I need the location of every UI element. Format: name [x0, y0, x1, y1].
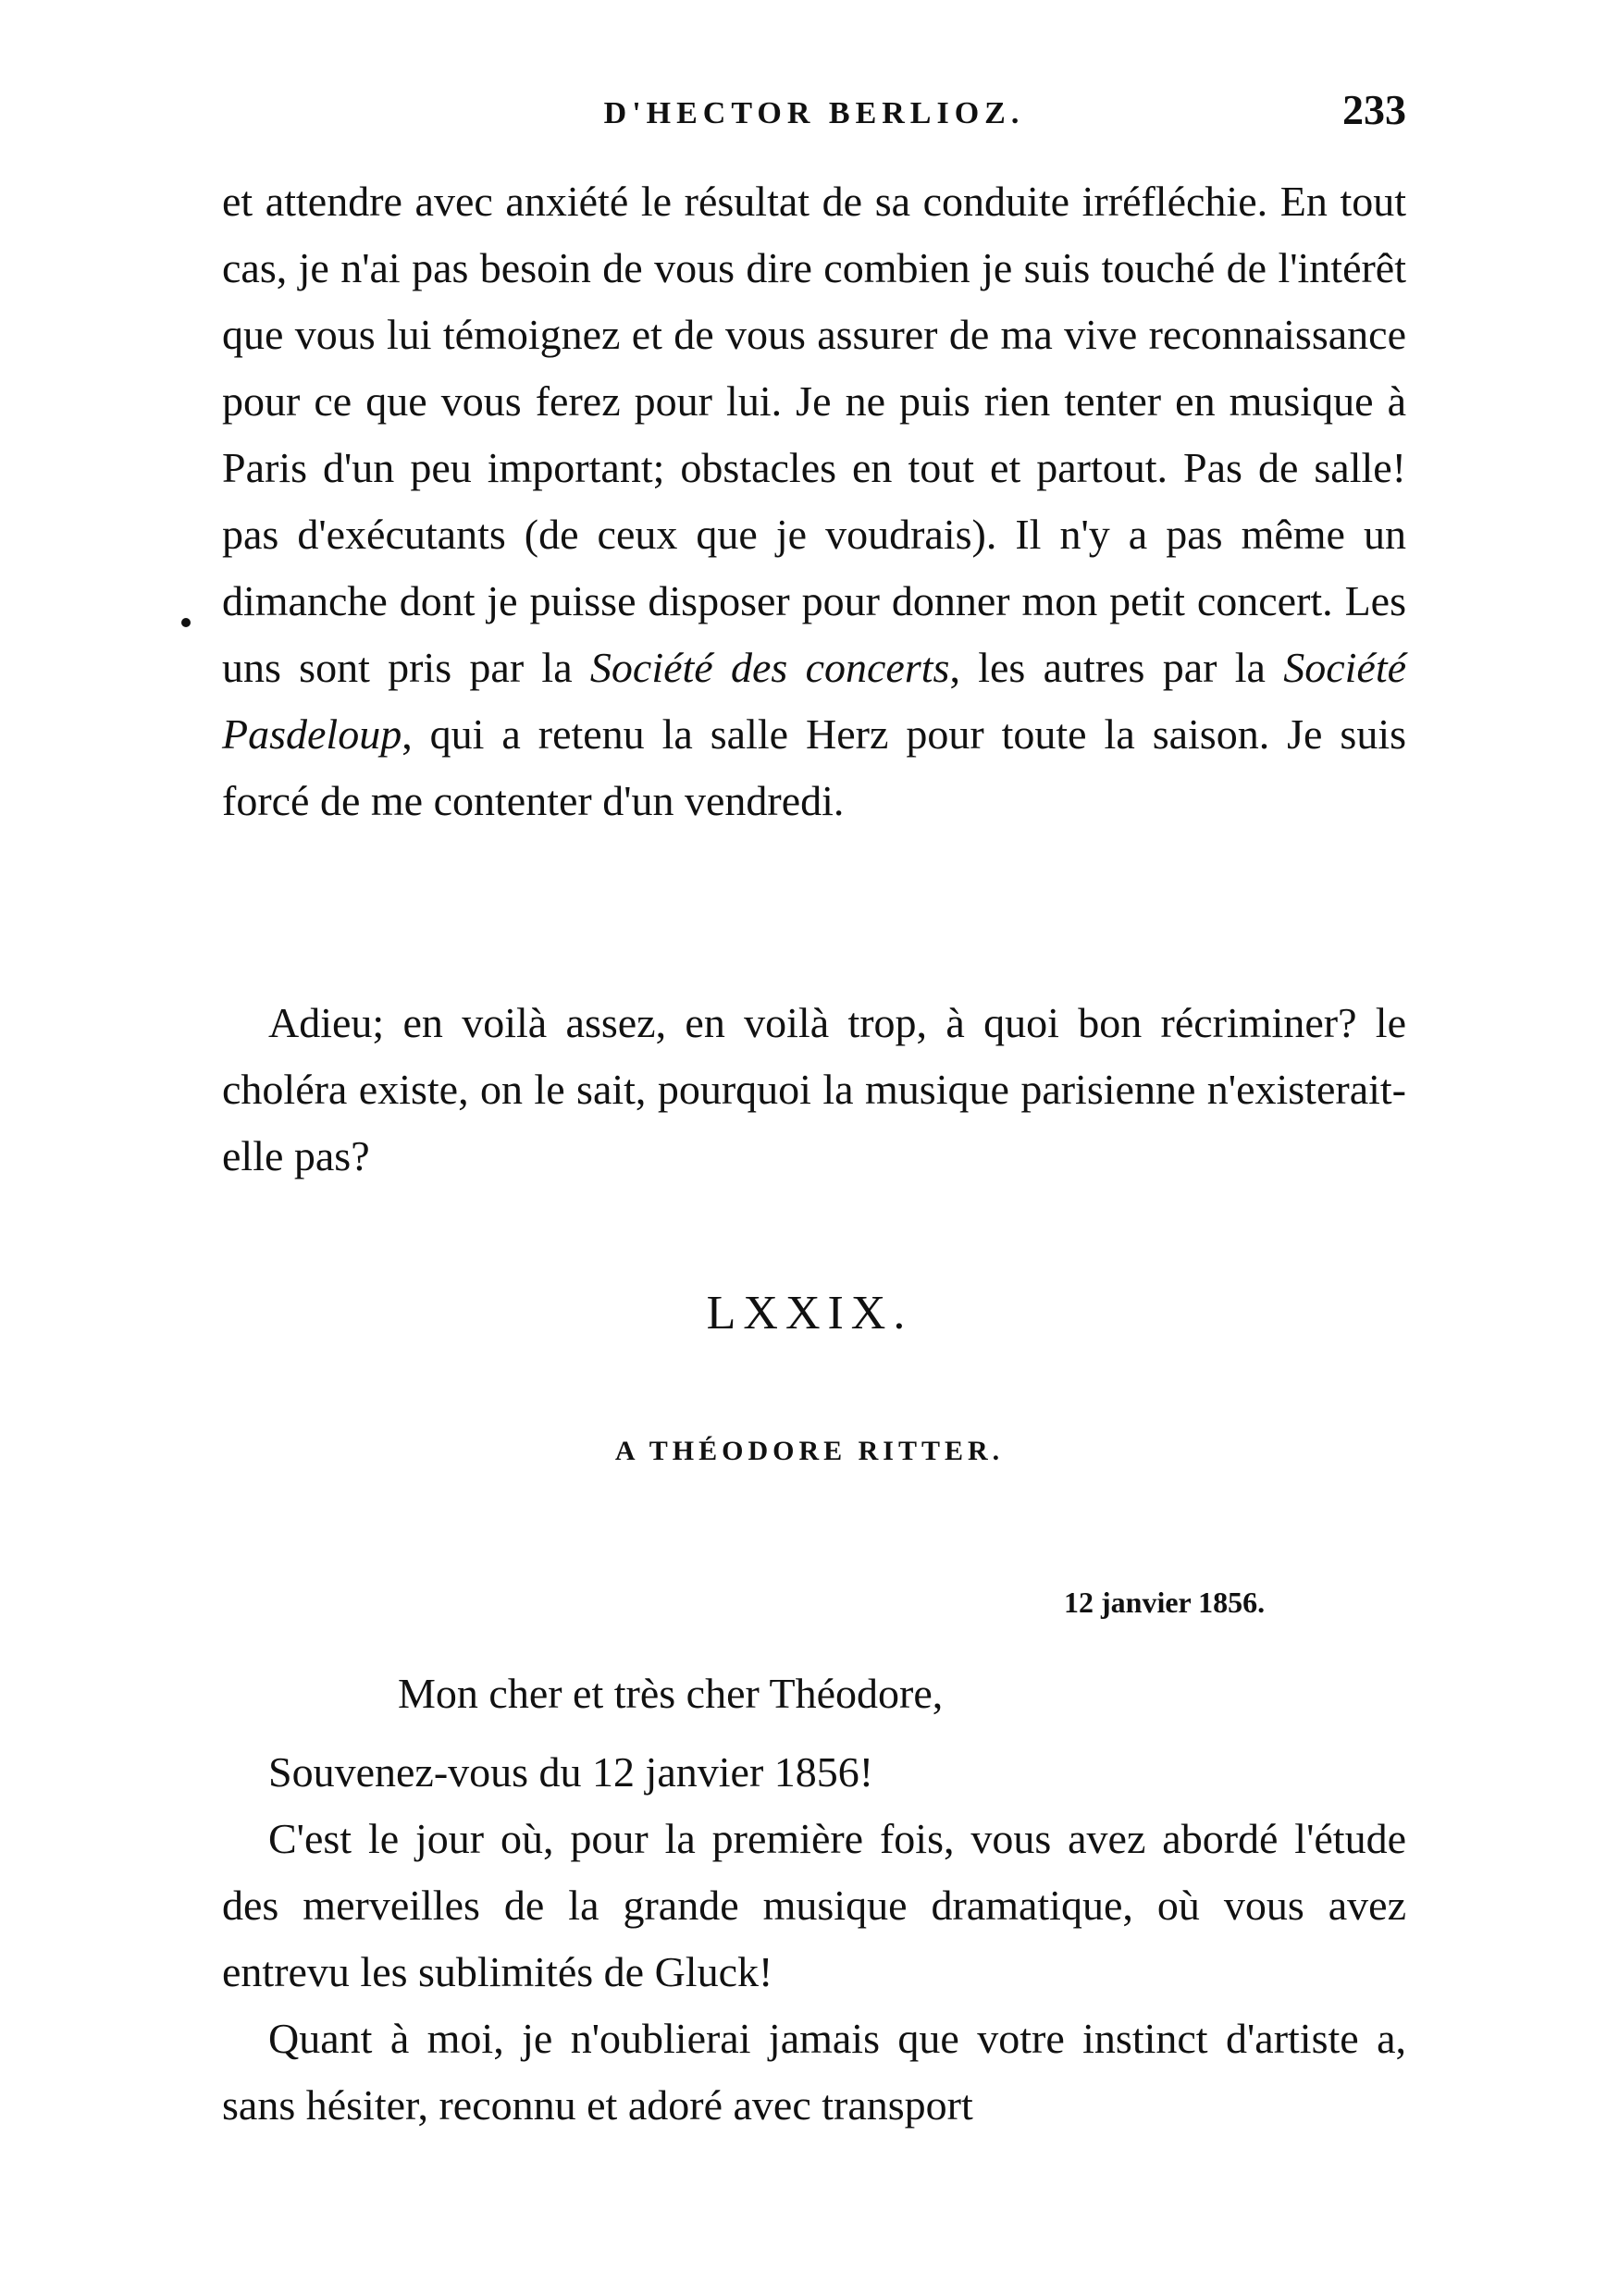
previous-letter-text — [222, 168, 1406, 834]
previous-letter-closing — [222, 990, 1406, 1190]
paragraph-text: , qui a retenu la salle Herz pour toute la saison. Je suis forcé de me contenter d'un vendredi. — [222, 710, 1406, 824]
previous-letter-paragraph-1 — [222, 168, 1406, 834]
previous-letter-paragraph-2: Adieu; en voilà assez, en voilà trop, à quoi bon récriminer? le choléra existe, on le sait, pourquoi la musique parisienne n'existerait-elle pas? — [222, 999, 1406, 1179]
letter-number: LXXIX. — [706, 1287, 913, 1339]
letter-salutation: Mon cher et très cher Théodore, — [398, 1670, 944, 1717]
letter-paragraph-2: C'est le jour où, pour la première fois, vous avez abordé l'étude des merveilles de la grande musique dramatique, où vous avez entrevu les sublimités de Gluck! — [222, 1815, 1406, 1995]
paragraph-text: et attendre avec anxiété le résultat de sa conduite irréfléchie. En tout cas, je n'ai pas besoin de vous dire combien je suis touché de l'intérêt que vous lui témoignez et de vous assurer de ma vive reconnaissance pour ce que vous ferez pour lui. Je ne puis rien tenter en musique à Paris d'un peu important; obstacles en tout et partout. Pas de salle! pas d'exécutants (de ceux que je voudrais). Il n'y a pas même un dimanche dont je puisse disposer pour donner mon petit concert. Les uns sont pris par la — [222, 178, 1406, 691]
letter-addressee: A THÉODORE RITTER. — [614, 1436, 1005, 1466]
letter-paragraph-3: Quant à moi, je n'oublierai jamais que votre instinct d'artiste a, sans hésiter, reconnu et adoré avec transport — [222, 2015, 1406, 2129]
letter-date: 12 janvier 1856. — [1064, 1586, 1266, 1619]
print-speck-mark — [181, 618, 191, 627]
page-number: 233 — [1342, 86, 1406, 133]
paragraph-text: , les autres par la — [949, 644, 1284, 691]
italic-title-societe-pasdeloup: Société Pasdeloup — [222, 644, 1407, 758]
letter-paragraph-1: Souvenez-vous du 12 janvier 1856! — [268, 1748, 874, 1796]
italic-title-societe-des-concerts: Société des concerts — [589, 644, 950, 691]
page-header — [222, 85, 1406, 150]
running-title: D'HECTOR BERLIOZ. — [603, 96, 1025, 130]
letter-body — [222, 1739, 1406, 2139]
